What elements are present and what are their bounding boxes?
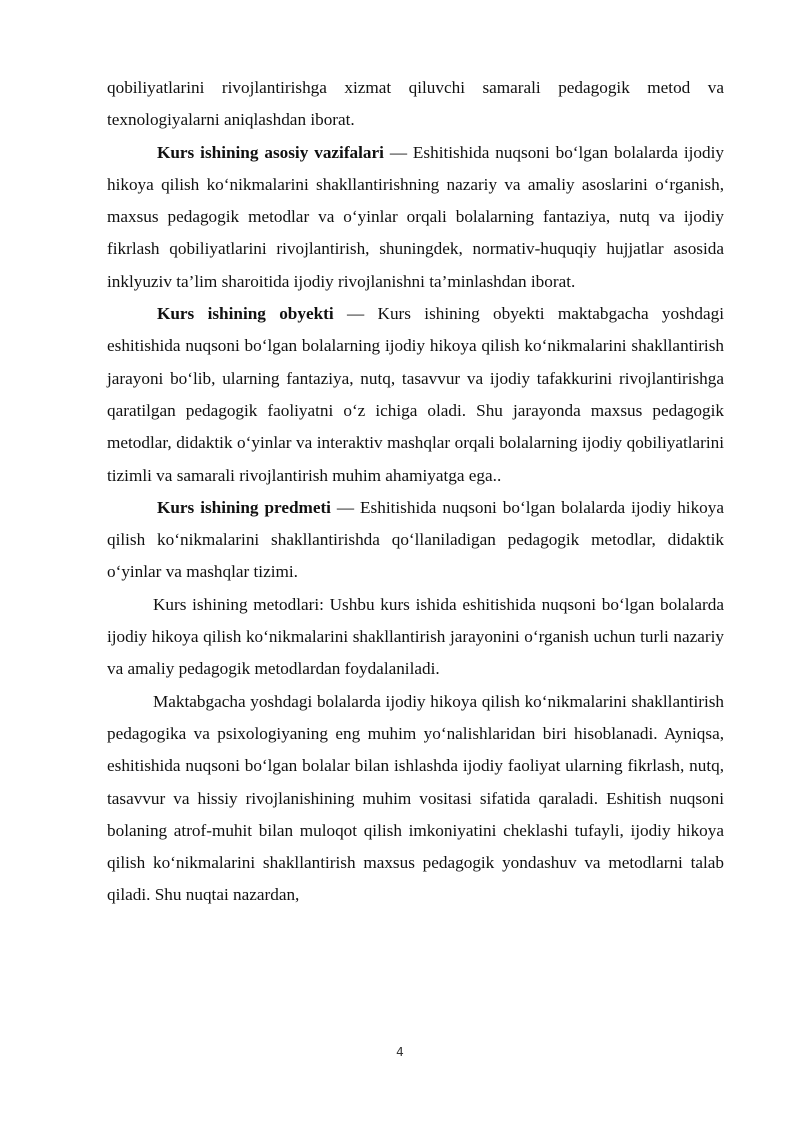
paragraph-object	[107, 298, 724, 492]
page-number: 4	[396, 1045, 404, 1059]
body-text	[107, 72, 724, 912]
paragraph-heading: Kurs ishining asosiy vazifalari	[157, 142, 384, 162]
paragraph-continuation	[107, 72, 724, 137]
paragraph-text: — Kurs ishining obyekti maktabgacha yoshdagi eshitishida nuqsoni bo‘lgan bolalarning ijodiy hikoya qilish ko‘nikmalarini shakllantirish jarayoni bo‘lib, ularning fantaziya, nutq, tasavvur va ijodiy tafakkurini rivojlantirishga qaratilgan pedagogik faoliyatni o‘z ichiga oladi. Shu jarayonda maxsus pedagogik metodlar, didaktik o‘yinlar va interaktiv mashqlar orqali bolalarning ijodiy qobiliyatlarini tizimli va samarali rivojlantirish muhim ahamiyatga ega..	[107, 304, 724, 485]
paragraph-text: Maktabgacha yoshdagi bolalarda ijodiy hikoya qilish ko‘nikmalarini shakllantirish pedagogika va psixologiyaning eng muhim yo‘nalishlaridan biri hisoblanadi. Ayniqsa, eshitishida nuqsoni bo‘lgan bolalar bilan ishlashda ijodiy faoliyat ularning fikrlash, nutq, tasavvur va hissiy rivojlanishining muhim vositasi sifatida qaraladi. Eshitish nuqsoni bolaning atrof-muhit bilan muloqot qilish imkoniyatini cheklashi tufayli, ijodiy hikoya qilish ko‘nikmalarini shakllantirish maxsus pedagogik yondashuv va metodlarni talab qiladi. Shu nuqtai nazardan,	[107, 691, 724, 905]
paragraph-text: qobiliyatlarini rivojlantirishga xizmat qiluvchi samarali pedagogik metod va texnologiyalarni aniqlashdan iborat.	[107, 78, 724, 130]
paragraph-heading: Kurs ishining obyekti	[157, 304, 334, 324]
paragraph-tasks	[107, 137, 724, 298]
paragraph-text: Kurs ishining metodlari: Ushbu kurs ishida eshitishida nuqsoni bo‘lgan bolalarda ijodiy hikoya qilish ko‘nikmalarini shakllantirish jarayonini o‘rganish uchun turli nazariy va amaliy pedagogik metodlardan foydalaniladi.	[107, 594, 724, 679]
paragraph-introduction	[107, 686, 724, 912]
paragraph-heading: Kurs ishining predmeti	[157, 497, 331, 517]
paragraph-text: — Eshitishida nuqsoni bo‘lgan bolalarda ijodiy hikoya qilish ko‘nikmalarini shakllantirishda qo‘llaniladigan pedagogik metodlar, didaktik o‘yinlar va mashqlar tizimi.	[107, 497, 724, 582]
paragraph-text: — Eshitishida nuqsoni bo‘lgan bolalarda ijodiy hikoya qilish ko‘nikmalarini shakllantirishning nazariy va amaliy asoslarini o‘rganish, maxsus pedagogik metodlar va o‘yinlar orqali bolalarning fantaziya, nutq va ijodiy fikrlash qobiliyatlarini rivojlantirish, shuningdek, normativ-huquqiy hujjatlar asosida inklyuziv ta’lim sharoitida ijodiy rivojlanishni ta’minlashdan iborat.	[107, 142, 724, 291]
paragraph-subject	[107, 492, 724, 589]
paragraph-methods	[107, 589, 724, 686]
